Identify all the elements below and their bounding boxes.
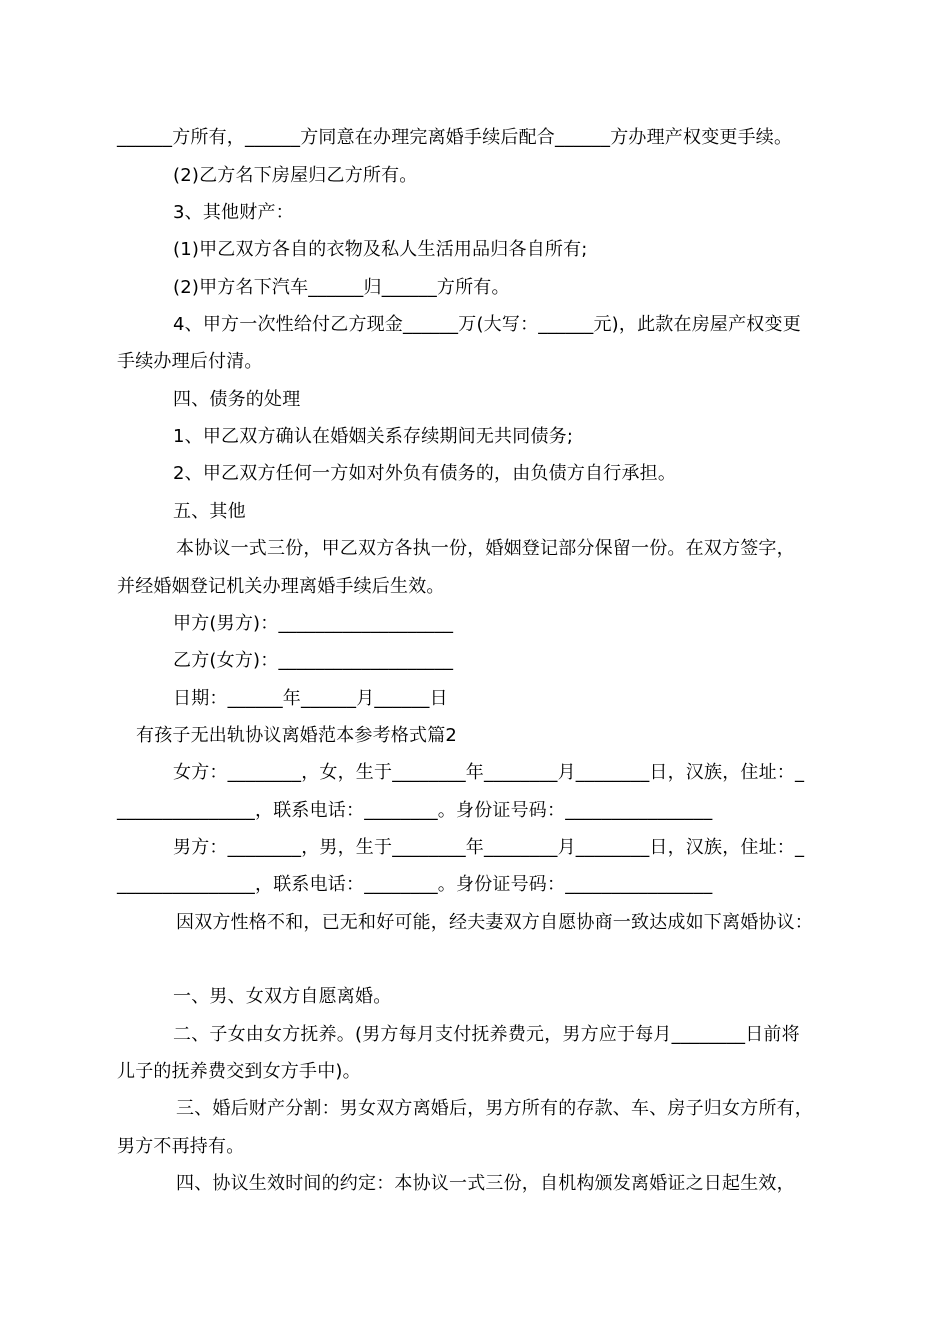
text-line: 2、甲乙双方任何一方如对外负有债务的，由负债方自行承担。	[173, 463, 677, 484]
text-line: (2)乙方名下房屋归乙方所有。	[173, 165, 418, 186]
text-line: (1)甲乙双方各自的衣物及私人生活用品归各自所有;	[173, 239, 588, 260]
text-line: 本协议一式三份，甲乙双方各执一份，婚姻登记部分保留一份。在双方签字，	[176, 538, 795, 559]
signature-line-party-a: 甲方(男方)：___________________	[173, 613, 454, 634]
date-line: 日期：______年______月______日	[173, 688, 448, 709]
signature-line-party-b: 乙方(女方)：___________________	[173, 650, 454, 671]
text-line: 三、婚后财产分割：男女双方离婚后，男方所有的存款、车、房子归女方所有，	[176, 1098, 813, 1119]
text-line: 3、其他财产：	[173, 202, 294, 223]
text-line: 四、协议生效时间的约定：本协议一式三份，自机构颁发离婚证之日起生效，	[176, 1173, 795, 1194]
text-line: 儿子的抚养费交到女方手中)。	[117, 1061, 361, 1082]
document-section-title: 有孩子无出轨协议离婚范本参考格式篇2	[136, 725, 458, 746]
text-line: 女方：________，女，生于________年________月________日，汉族，住址：_	[173, 762, 805, 783]
text-line: ______方所有，______方同意在办理完离婚手续后配合______方办理产权变更手续。	[117, 127, 793, 148]
text-line: 男方：________，男，生于________年________月________日，汉族，住址：_	[173, 837, 805, 858]
section-heading: 四、债务的处理	[173, 389, 301, 410]
text-line: _______________，联系电话：________。身份证号码：________________	[117, 874, 713, 895]
text-line: 二、子女由女方抚养。(男方每月支付抚养费元，男方应于每月________日前将	[173, 1024, 800, 1045]
text-line: (2)甲方名下汽车______归______方所有。	[173, 277, 510, 298]
text-line: 一、男、女双方自愿离婚。	[173, 986, 392, 1007]
text-line: 手续办理后付清。	[117, 351, 263, 372]
text-line: 因双方性格不和，已无和好可能，经夫妻双方自愿协商一致达成如下离婚协议：	[176, 912, 813, 933]
section-heading: 五、其他	[173, 501, 246, 522]
text-line: 1、甲乙双方确认在婚姻关系存续期间无共同债务;	[173, 426, 574, 447]
text-line: 4、甲方一次性给付乙方现金______万(大写：______元)，此款在房屋产权变更	[173, 314, 801, 335]
text-line: 男方不再持有。	[117, 1136, 245, 1157]
text-line: _______________，联系电话：________。身份证号码：________________	[117, 800, 713, 821]
text-line: 并经婚姻登记机关办理离婚手续后生效。	[117, 576, 445, 597]
